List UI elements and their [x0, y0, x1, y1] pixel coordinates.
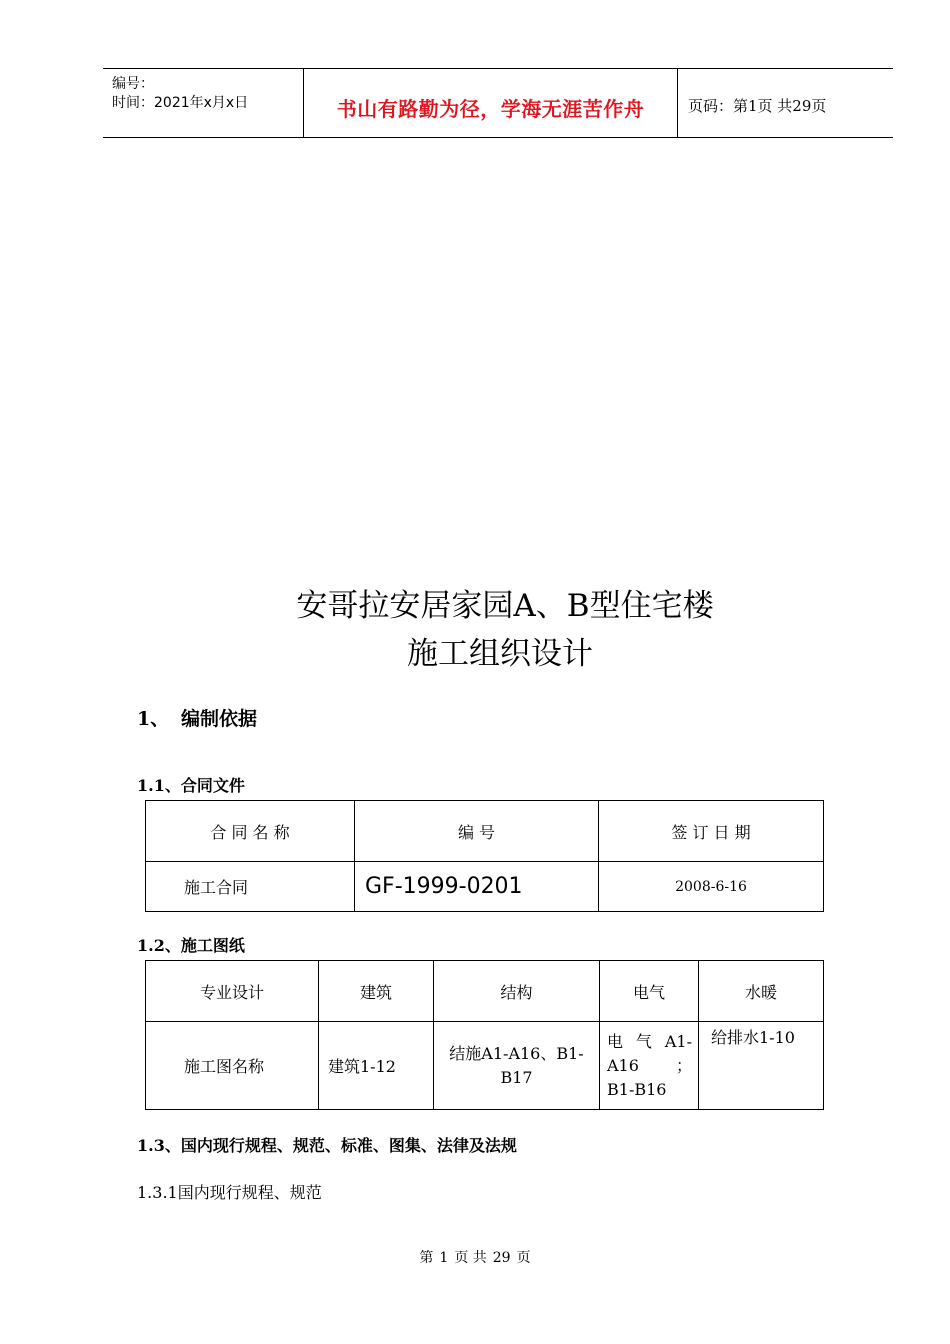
header-page-cell	[678, 69, 893, 137]
table-row	[146, 862, 824, 912]
section-title: 编制依据	[181, 708, 258, 730]
drawing-table	[145, 960, 824, 1110]
table-header-cell: 建筑	[319, 961, 434, 1022]
document-number-label: 编号：	[112, 76, 154, 92]
table-row	[146, 1022, 824, 1110]
section-heading-1-3-1: 1.3.1国内现行规程、规范	[137, 1183, 322, 1202]
table-header-cell: 签 订 日 期	[599, 801, 824, 862]
table-cell: 建筑1-12	[319, 1022, 434, 1110]
section-heading-1-3: 1.3、国内现行规程、规范、标准、图集、法律及法规	[137, 1136, 517, 1155]
table-header-cell: 结构	[434, 961, 600, 1022]
document-title: 安哥拉安居家园A、B型住宅楼	[296, 588, 714, 624]
table-cell: 施工合同	[146, 862, 355, 912]
footer-prefix: 第	[419, 1250, 434, 1266]
table-header-row	[146, 961, 824, 1022]
page-header	[103, 68, 893, 138]
section-heading-1	[137, 704, 257, 731]
table-header-cell: 水暖	[699, 961, 824, 1022]
page-footer	[0, 1247, 950, 1267]
footer-page-total: 29	[492, 1250, 511, 1266]
table-cell: 结施A1-A16、B1-B17	[434, 1022, 600, 1110]
contract-code-cell: GF-1999-0201	[355, 862, 599, 912]
table-cell: 施工图名称	[146, 1022, 319, 1110]
contract-table	[145, 800, 824, 912]
table-header-cell: 电气	[600, 961, 699, 1022]
section-heading-1-1: 1.1、合同文件	[137, 776, 245, 795]
header-page-info: 页码：第1页 共29页	[688, 97, 827, 115]
footer-mid: 页 共	[454, 1250, 487, 1266]
header-motto: 书山有路勤为径，学海无涯苦作舟	[336, 97, 645, 121]
section-number: 1、	[137, 708, 170, 730]
footer-page-current: 1	[439, 1250, 449, 1266]
document-subtitle: 施工组织设计	[407, 636, 593, 672]
table-cell: 给排水1-10	[699, 1022, 824, 1110]
footer-suffix: 页	[516, 1250, 531, 1266]
document-time-label: 时间：2021年x月x日	[112, 95, 249, 111]
table-cell: 电 气 A1-A16 ； B1-B16	[600, 1022, 699, 1110]
contract-date-cell: 2008-6-16	[599, 862, 824, 912]
header-motto-cell	[304, 69, 678, 137]
table-header-cell: 合 同 名 称	[146, 801, 355, 862]
section-heading-1-2: 1.2、施工图纸	[137, 936, 245, 955]
table-header-cell: 专业设计	[146, 961, 319, 1022]
table-header-cell: 编 号	[355, 801, 599, 862]
header-info-cell	[103, 69, 304, 137]
table-header-row	[146, 801, 824, 862]
